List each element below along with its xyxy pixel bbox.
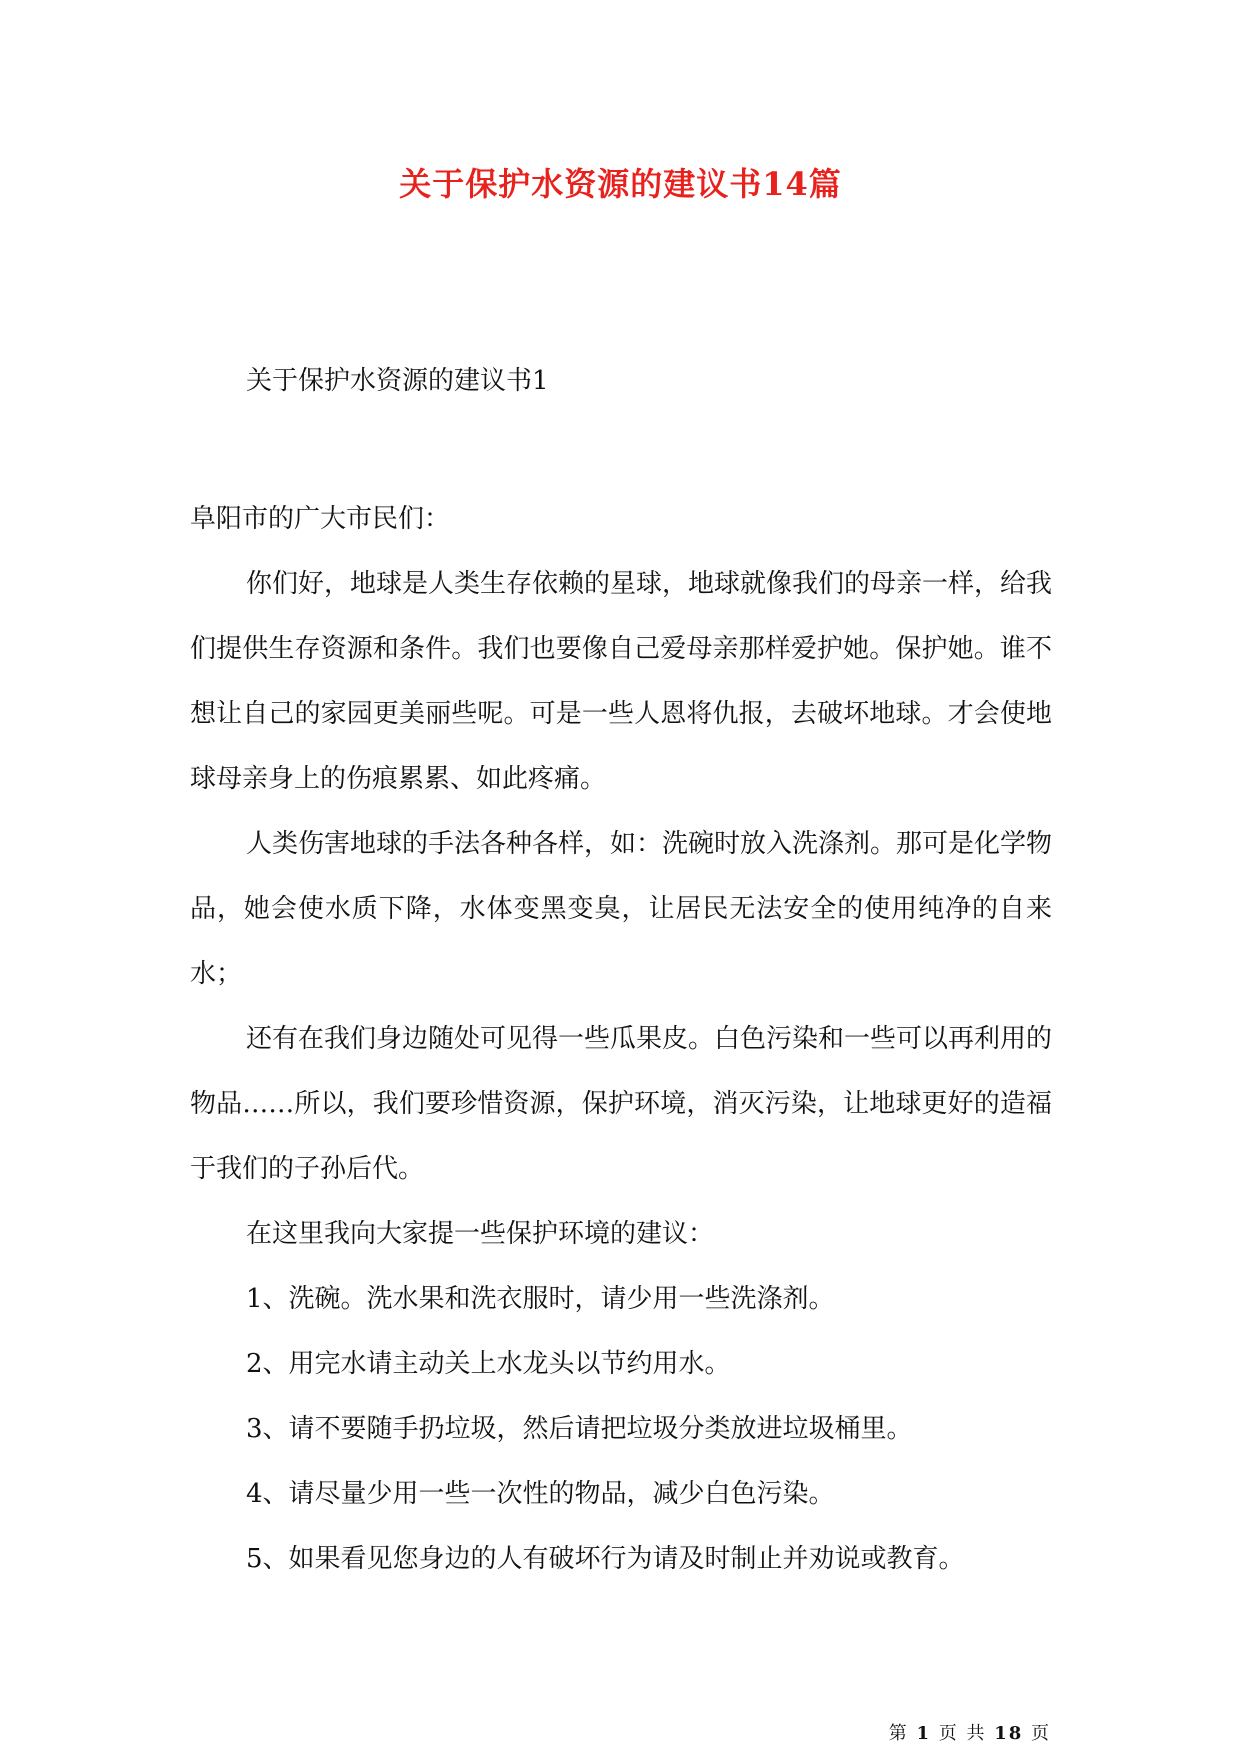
footer-suffix: 页: [1031, 1723, 1051, 1744]
paragraph: 还有在我们身边随处可见得一些瓜果皮。白色污染和一些可以再利用的物品……所以，我们要珍惜资源，保护环境，消灭污染，让地球更好的造福于我们的子孙后代。: [190, 1024, 1053, 1184]
suggestion-item: 1、洗碗。洗水果和洗衣服时，请少用一些洗涤剂。: [246, 1284, 835, 1314]
paragraph: 在这里我向大家提一些保护环境的建议：: [246, 1219, 715, 1249]
document-body: [190, 487, 1052, 1592]
current-page-number: 1: [916, 1723, 931, 1744]
footer-prefix: 第: [888, 1723, 909, 1744]
footer-middle: 页 共: [938, 1723, 987, 1744]
paragraph: 人类伤害地球的手法各种各样，如：洗碗时放入洗涤剂。那可是化学物品，她会使水质下降，水体变黑变臭，让居民无法安全的使用纯净的自来水；: [190, 829, 1053, 989]
suggestion-item: 2、用完水请主动关上水龙头以节约用水。: [246, 1349, 731, 1379]
suggestion-item: 3、请不要随手扔垃圾，然后请把垃圾分类放进垃圾桶里。: [246, 1414, 913, 1444]
section-title: 关于保护水资源的建议书1: [246, 366, 549, 396]
page-number-footer: [889, 1723, 1051, 1745]
paragraph: 你们好，地球是人类生存依赖的星球，地球就像我们的母亲一样，给我们提供生存资源和条件。我们也要像自己爱母亲那样爱护她。保护她。谁不想让自己的家园更美丽些呢。可是一些人恩将仇报，去破坏地球。才会使地球母亲身上的伤痕累累、如此疼痛。: [190, 569, 1053, 794]
total-page-count: 18: [994, 1723, 1024, 1744]
suggestion-item: 4、请尽量少用一些一次性的物品，减少白色污染。: [246, 1479, 835, 1509]
suggestion-item: 5、如果看见您身边的人有破坏行为请及时制止并劝说或教育。: [246, 1544, 965, 1574]
document-title: 关于保护水资源的建议书14篇: [399, 165, 842, 203]
salutation: 阜阳市的广大市民们：: [190, 504, 451, 534]
